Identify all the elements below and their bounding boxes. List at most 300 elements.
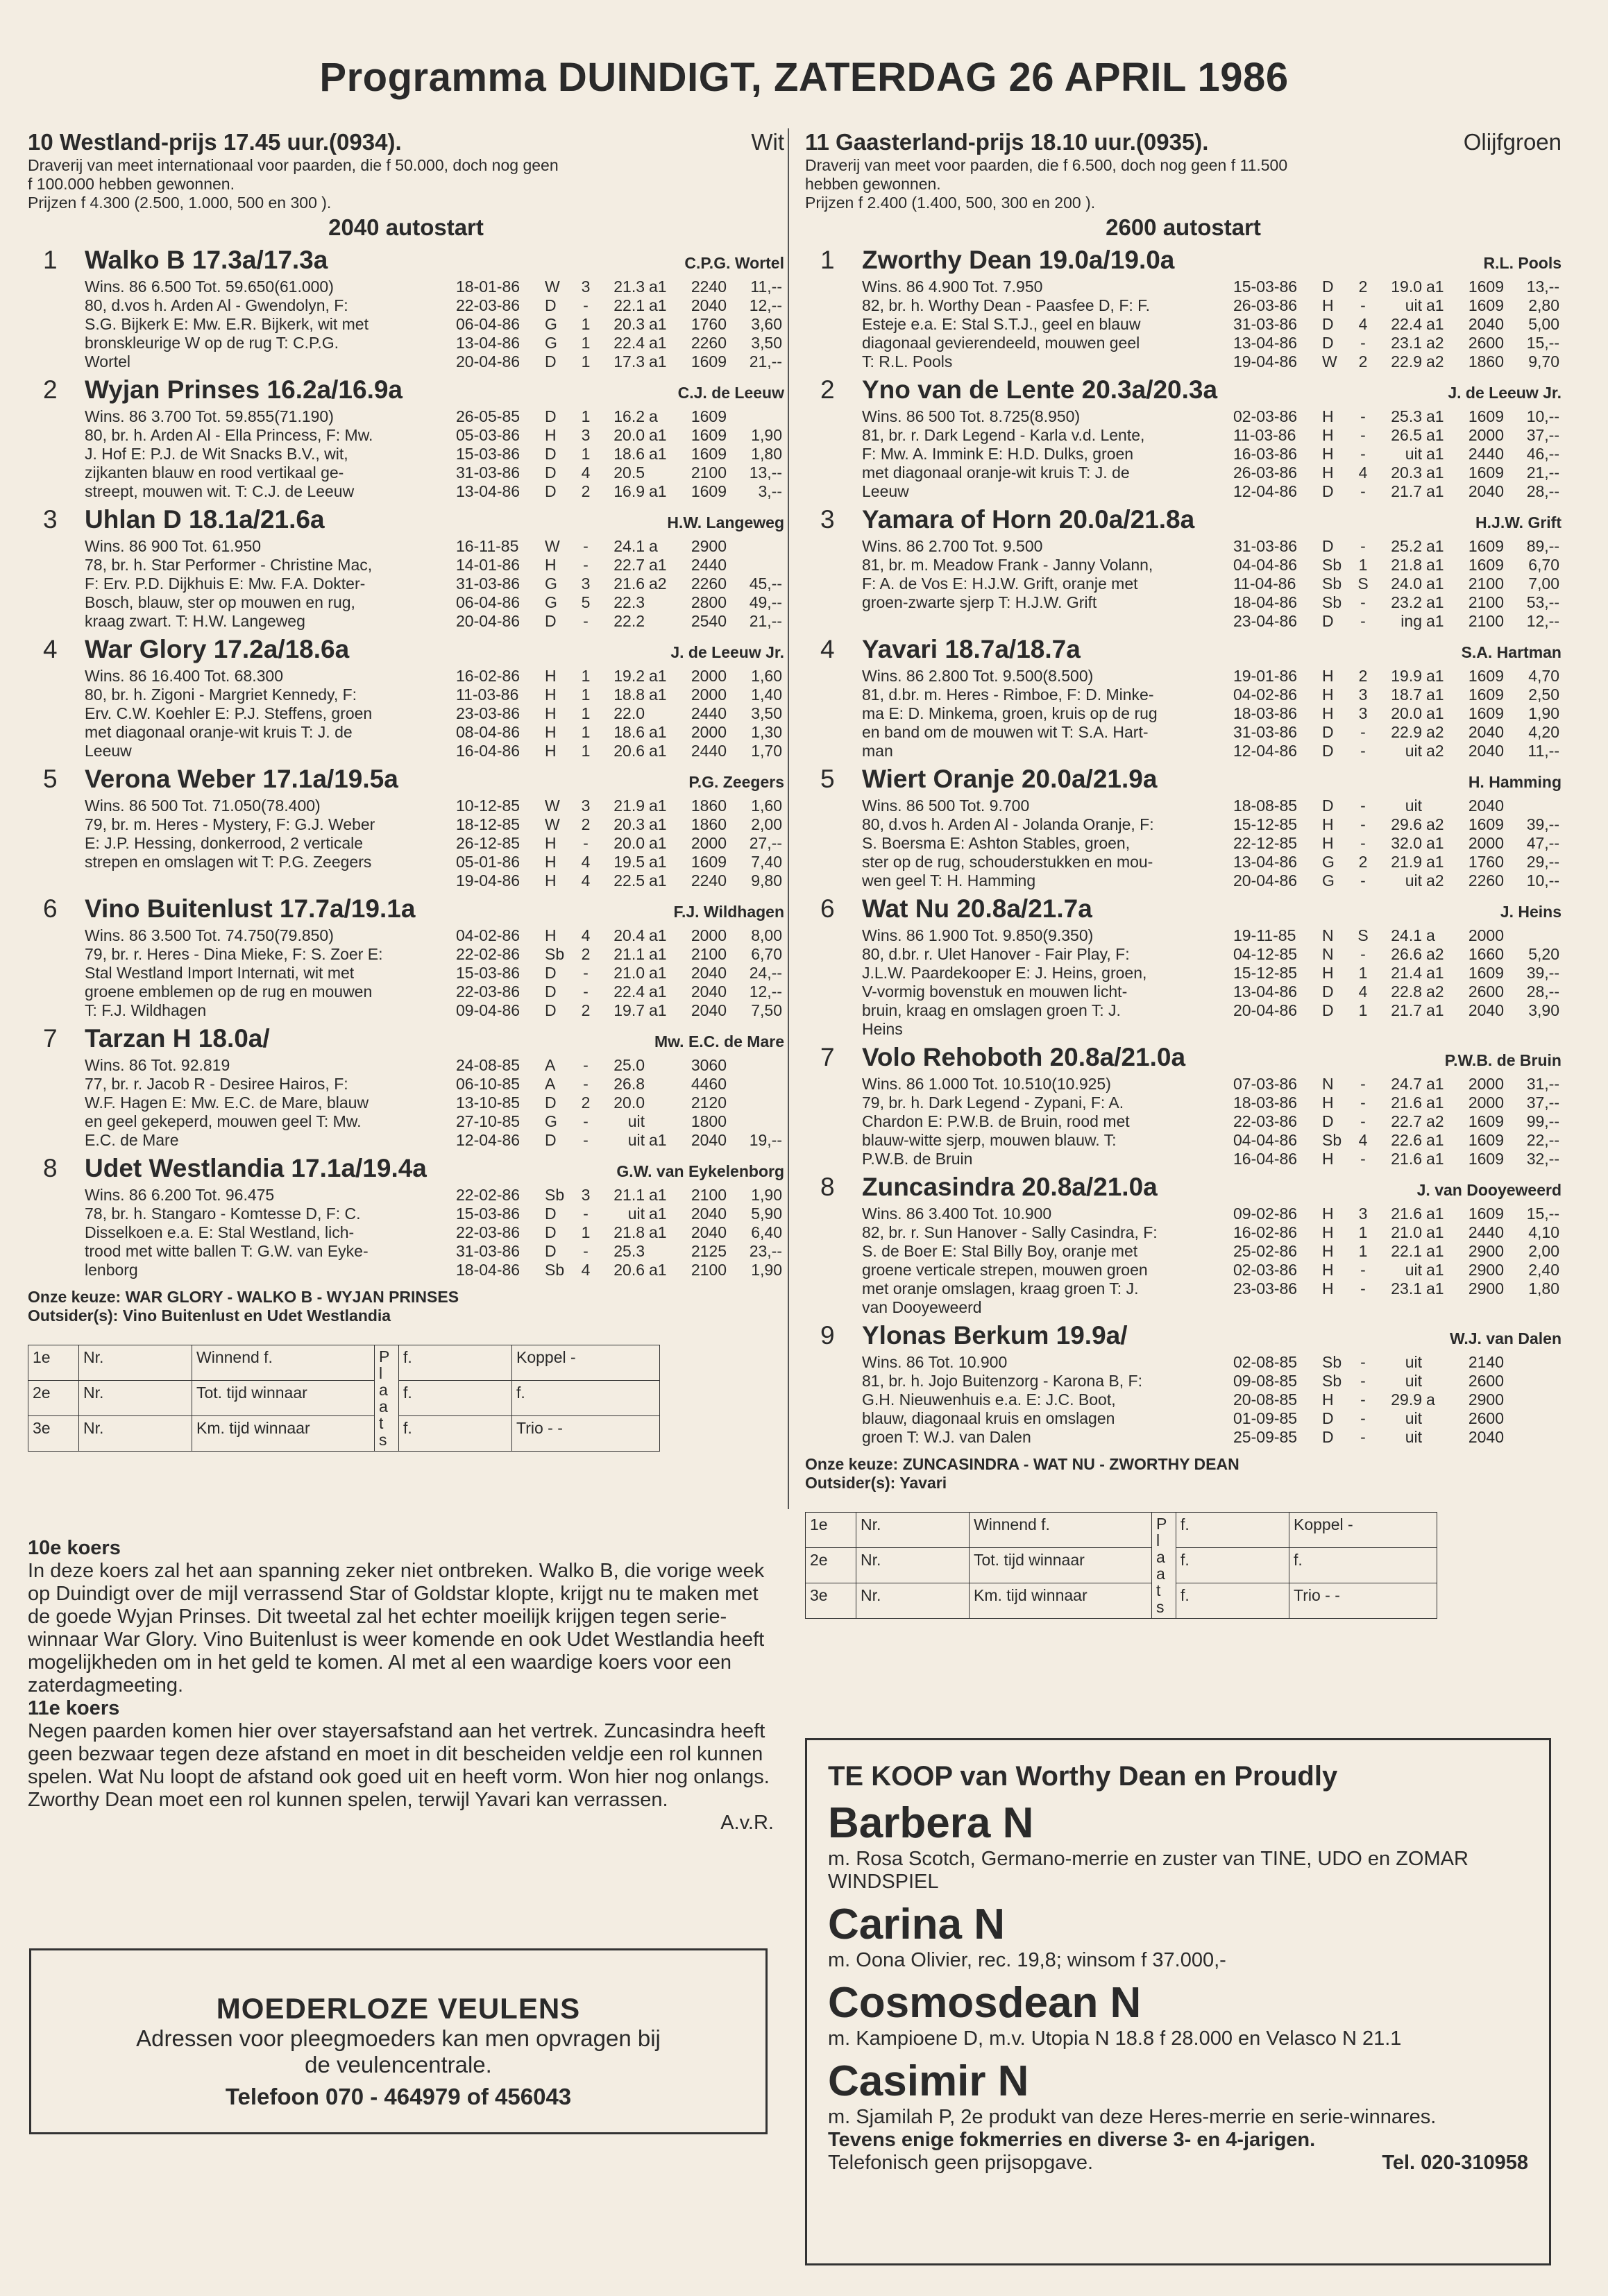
result-place: 1 (1358, 1223, 1368, 1241)
result-track: D (545, 1223, 557, 1241)
result-time: 25.3 (613, 1242, 645, 1260)
result-track: H (545, 667, 557, 685)
result-time: 21.0 (1391, 1223, 1422, 1241)
result-row (1233, 1001, 1562, 1020)
entry (805, 635, 1562, 760)
entry-header (805, 1321, 1562, 1353)
result-time: 22.9 (1391, 352, 1422, 371)
result-date: 11-04-86 (1233, 575, 1296, 593)
info-line: strepen en omslagen wit T: P.G. Zeegers (85, 853, 372, 871)
result-start: a1 (649, 315, 667, 333)
result-place: 2 (581, 815, 591, 833)
result-date: 18-01-86 (456, 278, 521, 296)
result-odds: 37,-- (1526, 1094, 1559, 1112)
horse-name: Vino Buitenlust 17.7a/19.1a (85, 894, 416, 923)
result-start: a1 (1426, 1242, 1444, 1260)
result-row (456, 926, 784, 945)
result-place: - (1360, 1112, 1366, 1130)
table-plaats: P l a a t s (1152, 1513, 1176, 1619)
result-start: a1 (1426, 667, 1444, 685)
horse-name: Walko B 17.3a/17.3a (85, 246, 328, 274)
result-odds: 53,-- (1526, 593, 1559, 611)
result-time: uit (627, 1112, 645, 1130)
result-row (456, 334, 784, 352)
result-distance: 1609 (1468, 1131, 1504, 1149)
result-track: W (545, 797, 560, 815)
ad2-horse-name: Barbera N (828, 1799, 1034, 1847)
result-track: D (1322, 482, 1334, 500)
result-track: H (1322, 964, 1334, 982)
result-date: 05-03-86 (456, 426, 521, 444)
result-start (1422, 1409, 1454, 1428)
horse-name: Wiert Oranje 20.0a/21.9a (862, 765, 1158, 793)
info-line: Wins. 86 Tot. 10.900 (862, 1353, 1008, 1371)
result-start: a1 (1426, 593, 1444, 611)
table-f: f. (399, 1416, 512, 1452)
result-start: a1 (649, 1131, 667, 1149)
result-track: D (545, 296, 557, 314)
result-date: 31-03-86 (1233, 315, 1298, 333)
info-line: Wins. 86 900 Tot. 61.950 (85, 537, 262, 555)
result-row (456, 612, 784, 631)
result-odds: 89,-- (1526, 537, 1559, 555)
result-track: H (545, 723, 557, 741)
result-odds: 5,90 (751, 1205, 782, 1223)
result-date: 02-08-85 (1233, 1353, 1298, 1371)
result-distance: 2040 (691, 983, 727, 1001)
result-row (1233, 1428, 1562, 1447)
result-distance: 2140 (1468, 1353, 1504, 1371)
info-line: kraag zwart. T: H.W. Langeweg (85, 612, 305, 630)
result-odds: 28,-- (1526, 983, 1559, 1001)
result-track: D (545, 482, 557, 500)
result-date: 26-03-86 (1233, 296, 1298, 314)
result-date: 22-03-86 (456, 1223, 521, 1241)
result-start: a1 (1426, 464, 1444, 482)
result-odds: 3,60 (751, 315, 782, 333)
result-place: 2 (1358, 352, 1368, 371)
result-date: 18-03-86 (1233, 704, 1298, 722)
result-distance: 2100 (1468, 593, 1504, 611)
result-start: a1 (1426, 1094, 1444, 1112)
entry-body (805, 1353, 1562, 1447)
result-place: 3 (1358, 1205, 1368, 1223)
result-start: a1 (1426, 1205, 1444, 1223)
result-distance: 2600 (1468, 983, 1504, 1001)
result-track: N (1322, 926, 1334, 944)
entry-results (456, 407, 784, 501)
race-10 (28, 128, 784, 1452)
result-date: 23-03-86 (456, 704, 521, 722)
result-odds: 12,-- (749, 983, 782, 1001)
result-place: 2 (581, 945, 591, 963)
result-place: 4 (581, 926, 591, 944)
result-time: 21.4 (1391, 964, 1422, 982)
ad2-horse-desc: m. Sjamilah P, 2e produkt van deze Heres-merrie en serie-winnares. (828, 2106, 1437, 2128)
info-line: Wins. 86 1.900 Tot. 9.850(9.350) (862, 926, 1094, 944)
result-distance: 1609 (1468, 667, 1504, 685)
result-start: a1 (649, 667, 667, 685)
result-odds: 1,40 (751, 686, 782, 704)
entry-results (456, 1186, 784, 1279)
result-time: 18.6 (613, 723, 645, 741)
result-track: D (545, 1242, 557, 1260)
result-distance: 1609 (1468, 296, 1504, 314)
result-date: 15-03-86 (456, 964, 521, 982)
ad-te-koop (805, 1738, 1551, 2265)
result-odds: 7,40 (751, 853, 782, 871)
result-place: - (1360, 407, 1366, 425)
result-place: 1 (1358, 556, 1368, 574)
result-time: 29.9 (1391, 1391, 1422, 1409)
result-time: uit (1405, 1428, 1422, 1446)
entry-results (1233, 1353, 1562, 1447)
result-row (456, 797, 784, 815)
entry-body (28, 537, 784, 631)
result-odds: 13,-- (749, 464, 782, 482)
entry-results (1233, 1075, 1562, 1168)
result-distance: 1760 (1468, 853, 1504, 871)
result-table-row (28, 1345, 660, 1381)
result-start: a1 (649, 352, 667, 371)
result-odds: 4,20 (1528, 723, 1559, 741)
result-row (456, 445, 784, 464)
result-row (1233, 482, 1562, 501)
result-track: H (1322, 1261, 1334, 1279)
horse-name: War Glory 17.2a/18.6a (85, 635, 350, 663)
result-time: 18.7 (1391, 686, 1422, 704)
result-row (1233, 1409, 1562, 1428)
result-date: 16-11-85 (456, 537, 519, 555)
entry-number: 1 (43, 246, 58, 274)
info-line: F: Mw. A. Immink E: H.D. Dulks, groen (862, 445, 1134, 463)
result-odds: 2,50 (1528, 686, 1559, 704)
table-f: f. (1176, 1548, 1289, 1583)
table-trio: f. (1289, 1548, 1437, 1583)
result-date: 24-08-85 (456, 1056, 521, 1074)
result-time: 22.3 (613, 593, 645, 611)
table-label: Winnend f. (970, 1513, 1152, 1548)
condition-line: Prijzen f 4.300 (2.500, 1.000, 500 en 300 ). (28, 194, 332, 212)
entry-header (805, 894, 1562, 926)
info-line: Wins. 86 3.700 Tot. 59.855(71.190) (85, 407, 334, 425)
result-track: H (1322, 445, 1334, 463)
result-place: 1 (581, 742, 591, 760)
horse-name: Verona Weber 17.1a/19.5a (85, 765, 398, 793)
result-start: a1 (1426, 1001, 1444, 1019)
table-f: f. (399, 1381, 512, 1416)
result-odds: 28,-- (1526, 482, 1559, 500)
result-track: N (1322, 1075, 1334, 1093)
result-place: - (583, 1205, 589, 1223)
result-row (1233, 445, 1562, 464)
result-place: 1 (581, 1223, 591, 1241)
result-place: - (583, 296, 589, 314)
info-line: 79, br. h. Dark Legend - Zypani, F: A. (862, 1094, 1124, 1112)
result-distance: 2040 (1468, 1001, 1504, 1019)
result-distance: 1609 (691, 426, 727, 444)
result-track: H (545, 871, 557, 890)
info-line: groene emblemen op de rug en mouwen (85, 983, 373, 1001)
result-distance: 2900 (1468, 1391, 1504, 1409)
result-odds (1504, 1372, 1559, 1391)
result-place: 4 (581, 871, 591, 890)
entry-body (805, 797, 1562, 890)
result-date: 26-03-86 (1233, 464, 1298, 482)
race-color: Olijfgroen (1463, 129, 1562, 155)
entry-header (805, 375, 1562, 407)
result-time: 23.1 (1391, 334, 1422, 352)
race-conditions (805, 156, 1562, 212)
result-date: 19-04-86 (456, 871, 521, 890)
result-row (456, 575, 784, 593)
entry-header (28, 635, 784, 667)
entry-body (805, 278, 1562, 371)
entry-number: 4 (820, 635, 835, 663)
entry-number: 2 (43, 375, 58, 404)
result-time: 20.6 (613, 742, 645, 760)
result-odds: 5,00 (1528, 315, 1559, 333)
entry (805, 375, 1562, 501)
result-distance: 1609 (1468, 815, 1504, 833)
info-line: man (862, 742, 893, 760)
result-time: 22.4 (613, 983, 645, 1001)
entry (805, 1173, 1562, 1317)
result-track: D (1322, 723, 1334, 741)
result-date: 10-12-85 (456, 797, 521, 815)
result-odds: 2,40 (1528, 1261, 1559, 1279)
result-row (456, 964, 784, 983)
result-time: 21.6 (1391, 1150, 1422, 1168)
entry (805, 505, 1562, 631)
result-odds: 99,-- (1526, 1112, 1559, 1130)
info-line: P.W.B. de Bruin (862, 1150, 973, 1168)
result-distance: 1860 (691, 815, 727, 833)
result-place: 2 (581, 1001, 591, 1019)
race-header (805, 128, 1562, 156)
result-track: H (545, 853, 557, 871)
result-place: - (1360, 834, 1366, 852)
condition-line: Prijzen f 2.400 (1.400, 500, 300 en 200 ). (805, 194, 1096, 212)
entry-number: 2 (820, 375, 835, 404)
trainer-name: J. van Dooyeweerd (1416, 1181, 1562, 1199)
ad2-header: TE KOOP van Worthy Dean en Proudly (828, 1761, 1338, 1792)
result-distance: 2040 (1468, 1428, 1504, 1446)
result-distance: 2100 (691, 464, 727, 482)
result-distance: 2040 (1468, 723, 1504, 741)
result-odds: 27,-- (749, 834, 782, 852)
result-odds (1504, 1409, 1559, 1428)
result-date: 31-03-86 (1233, 537, 1298, 555)
result-odds (727, 407, 782, 426)
result-track: D (1322, 742, 1334, 760)
table-label: Winnend f. (192, 1345, 375, 1381)
result-track: D (1322, 1001, 1334, 1019)
result-start: a (649, 407, 658, 425)
result-date: 13-04-86 (456, 334, 521, 352)
info-line: Wins. 86 6.200 Tot. 96.475 (85, 1186, 275, 1204)
table-label: Km. tijd winnaar (192, 1416, 375, 1452)
result-time: 19.2 (613, 667, 645, 685)
result-time: 23.1 (1391, 1279, 1422, 1298)
result-start: a1 (1426, 315, 1444, 333)
result-date: 16-02-86 (456, 667, 521, 685)
result-start: a2 (1426, 815, 1444, 833)
result-start: a2 (1426, 983, 1444, 1001)
entry-number: 3 (43, 505, 58, 534)
entry (28, 375, 784, 501)
table-place: 2e (28, 1381, 79, 1416)
result-odds: 1,80 (1528, 1279, 1559, 1298)
result-odds: 1,80 (751, 445, 782, 463)
info-line: met diagonaal oranje-wit kruis T: J. de (85, 723, 353, 741)
result-odds (1504, 1353, 1559, 1372)
result-date: 31-03-86 (1233, 723, 1298, 741)
result-start: a1 (1426, 407, 1444, 425)
result-odds: 1,90 (1528, 704, 1559, 722)
result-date: 31-03-86 (456, 464, 521, 482)
result-time: 26.6 (1391, 945, 1422, 963)
result-row (1233, 983, 1562, 1001)
result-odds: 45,-- (749, 575, 782, 593)
info-line: 81, br. h. Jojo Buitenzorg - Karona B, F: (862, 1372, 1142, 1390)
our-choice (28, 1288, 784, 1325)
result-time: 22.0 (613, 704, 645, 722)
result-date: 22-03-86 (456, 983, 521, 1001)
result-row (456, 1075, 784, 1094)
ad2-horse-3 (828, 2057, 1528, 2129)
result-start: a1 (649, 815, 667, 833)
info-line: Wins. 86 16.400 Tot. 68.300 (85, 667, 283, 685)
result-time: 22.6 (1391, 1131, 1422, 1149)
entry-info (862, 278, 1233, 371)
result-start: a2 (1426, 1112, 1444, 1130)
result-time: 25.0 (613, 1056, 645, 1074)
info-line: blauw-witte sjerp, mouwen blauw. T: (862, 1131, 1117, 1149)
result-place: - (1360, 1261, 1366, 1279)
result-start: a1 (649, 834, 667, 852)
result-place: S (1357, 575, 1369, 593)
result-start: a1 (1426, 853, 1444, 871)
result-date: 18-03-86 (1233, 1094, 1298, 1112)
result-odds: 2,00 (751, 815, 782, 833)
result-distance: 2440 (691, 704, 727, 722)
result-row (456, 1223, 784, 1242)
result-track: D (1322, 315, 1334, 333)
result-date: 09-04-86 (456, 1001, 521, 1019)
result-distance: 2040 (691, 1001, 727, 1019)
result-time: 24.1 (1391, 926, 1422, 944)
result-odds: 31,-- (1526, 1075, 1559, 1093)
result-time: 21.1 (613, 1186, 645, 1204)
info-line: 79, br. m. Heres - Mystery, F: G.J. Weber (85, 815, 375, 833)
entry-results (456, 537, 784, 631)
trainer-name: P.W.B. de Bruin (1444, 1051, 1562, 1069)
result-place: 3 (1358, 686, 1368, 704)
result-start (645, 593, 677, 612)
result-distance: 2040 (1468, 797, 1504, 815)
result-start (645, 1242, 677, 1261)
result-distance: 1609 (1468, 537, 1504, 555)
result-odds: 1,90 (751, 1186, 782, 1204)
horse-name: Udet Westlandia 17.1a/19.4a (85, 1154, 427, 1182)
race-title: 11 Gaasterland-prijs 18.10 uur.(0935). (805, 129, 1209, 155)
result-row (1233, 334, 1562, 352)
result-distance: 2000 (1468, 1075, 1504, 1093)
result-place: 4 (1358, 464, 1368, 482)
entry-number: 6 (43, 894, 58, 923)
result-time: 21.1 (613, 945, 645, 963)
table-nr: Nr. (856, 1513, 970, 1548)
result-date: 16-03-86 (1233, 445, 1298, 463)
result-row (456, 686, 784, 704)
result-place: 1 (581, 334, 591, 352)
result-odds: 9,80 (751, 871, 782, 890)
result-distance: 2260 (1468, 871, 1504, 890)
result-distance: 3060 (691, 1056, 727, 1074)
horse-name: Wyjan Prinses 16.2a/16.9a (85, 375, 403, 404)
result-odds: 1,90 (751, 1261, 782, 1279)
result-time: 20.6 (613, 1261, 645, 1279)
result-distance: 1800 (691, 1112, 727, 1130)
entry-info (862, 797, 1233, 890)
result-track: H (545, 742, 557, 760)
result-date: 20-04-86 (456, 352, 521, 371)
result-odds: 49,-- (749, 593, 782, 611)
result-odds (727, 1056, 782, 1075)
result-distance: 1609 (1468, 464, 1504, 482)
info-line: Wins. 86 2.700 Tot. 9.500 (862, 537, 1043, 555)
result-date: 08-04-86 (456, 723, 521, 741)
result-odds: 1,70 (751, 742, 782, 760)
horse-name: Volo Rehoboth 20.8a/21.0a (862, 1043, 1186, 1071)
entry-results (1233, 1205, 1562, 1317)
result-place: - (1360, 723, 1366, 741)
result-time: uit (1405, 871, 1422, 890)
result-track: G (1322, 871, 1335, 890)
result-odds: 19,-- (749, 1131, 782, 1149)
result-start (645, 1094, 677, 1112)
trainer-name: Mw. E.C. de Mare (654, 1032, 784, 1051)
entry-header (28, 1154, 784, 1186)
result-distance: 1609 (691, 445, 727, 463)
result-odds: 2,00 (1528, 1242, 1559, 1260)
result-time: 17.3 (613, 352, 645, 371)
table-trio: Trio - - (1289, 1583, 1437, 1619)
result-odds (727, 1094, 782, 1112)
info-line: Wins. 86 500 Tot. 8.725(8.950) (862, 407, 1081, 425)
result-date: 23-04-86 (1233, 612, 1298, 630)
result-start: a1 (1426, 1131, 1444, 1149)
result-row (456, 296, 784, 315)
result-row (456, 1186, 784, 1205)
result-track: D (545, 612, 557, 630)
info-line: Wins. 86 1.000 Tot. 10.510(10.925) (862, 1075, 1111, 1093)
result-start (645, 612, 677, 631)
result-odds: 15,-- (1526, 334, 1559, 352)
result-start: a1 (649, 1001, 667, 1019)
result-track: D (545, 983, 557, 1001)
result-date: 09-08-85 (1233, 1372, 1298, 1390)
result-row (1233, 926, 1562, 945)
result-date: 01-09-85 (1233, 1409, 1298, 1427)
result-place: - (583, 983, 589, 1001)
result-odds: 7,00 (1528, 575, 1559, 593)
result-row (456, 1001, 784, 1020)
result-odds: 3,90 (1528, 1001, 1559, 1019)
result-odds (1504, 1428, 1559, 1447)
info-line: F: Erv. P.D. Dijkhuis E: Mw. F.A. Dokter- (85, 575, 366, 593)
